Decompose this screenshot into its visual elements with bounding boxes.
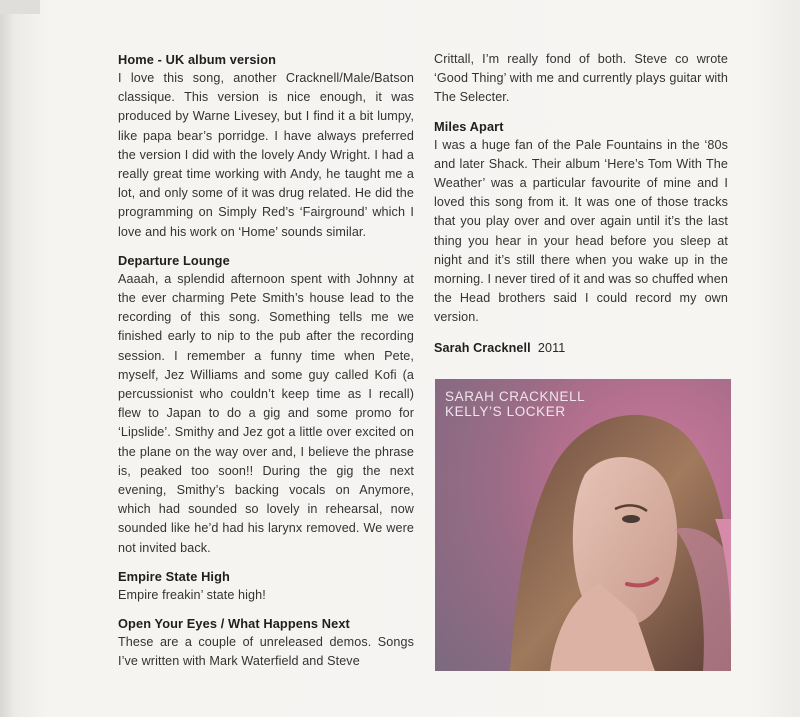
signature-year: 2011 (537, 340, 566, 355)
section-text: I love this song, another Cracknell/Male/Batson classique. This version is nice enough, it was produced by Warne Livesey, but I find it a bit lumpy, like papa bear’s porridge. I have always preferred the version I did with the lovely Andy Wright. I had a really great time working with Andy, he taught me a lot, and only some of it was drug related. He did the programming on Simply Red’s ‘Fairground’ which I love and his work on ‘Home’ sounds similar. (118, 71, 414, 239)
section-empire-state-high (118, 567, 414, 605)
section-text: I was a huge fan of the Pale Fountains in the ‘80s and later Shack. Their album ‘Here’s Tom With The Weather’ was a particular favourite of mine and I loved this song from it. It was one of those tracks that you play over and over again until it’s the last thing you hear in your head before you sleep at night and it’s still there when you wake up in the morning. I never tired of it and was so chuffed when the Head brothers said I could record my own version. (434, 137, 728, 325)
section-title: Departure Lounge (118, 252, 230, 268)
section-open-your-eyes (118, 614, 414, 671)
album-portrait (435, 379, 731, 671)
section-title: Home - UK album version (118, 52, 277, 67)
page-corner (0, 0, 40, 14)
right-column (434, 50, 728, 358)
section-text: Empire freakin’ state high! (118, 587, 266, 602)
page-fold-shadow (0, 0, 14, 717)
signature-name: Sarah Cracknell (434, 340, 531, 355)
section-text: These are a couple of unreleased demos. Songs I’ve written with Mark Waterfield and Steve (118, 635, 414, 669)
section-home (118, 50, 414, 242)
continuation-text: Crittall, I’m really fond of both. Steve co wrote ‘Good Thing’ with me and currently plays guitar with The Selecter. (434, 52, 728, 105)
section-text: Aaaah, a splendid afternoon spent with Johnny at the ever charming Pete Smith’s house lead to the recording of this song. Something tells me we finished early to nip to the pub after the recording session. I remember a funny time when Pete, myself, Jez Williams and some guy called Kofi (a percussionist who couldn’t keep time as I recall) flew to Japan to do a gig and some promo for ‘Lipslide’. Smithy and Jez got a little over excited on the plane on the way over and, I believe the phrase is, peaked too soon!! During the gig the next evening, Smithy’s backing vocals on Anymore, which had sounded so lovely in rehearsal, now sounded like he’d had his larynx removed. We were not invited back. (118, 271, 414, 555)
album-name: KELLY’S LOCKER (445, 404, 566, 419)
album-artist: SARAH CRACKNELL (445, 389, 586, 404)
section-title: Open Your Eyes / What Happens Next (118, 616, 350, 632)
album-cover (435, 379, 731, 671)
section-title: Miles Apart (434, 118, 504, 134)
section-departure-lounge (118, 251, 414, 558)
album-title-block (445, 389, 585, 419)
left-column (118, 50, 414, 680)
signature (434, 339, 728, 358)
section-miles-apart (434, 117, 728, 328)
section-title: Empire State High (118, 568, 230, 584)
